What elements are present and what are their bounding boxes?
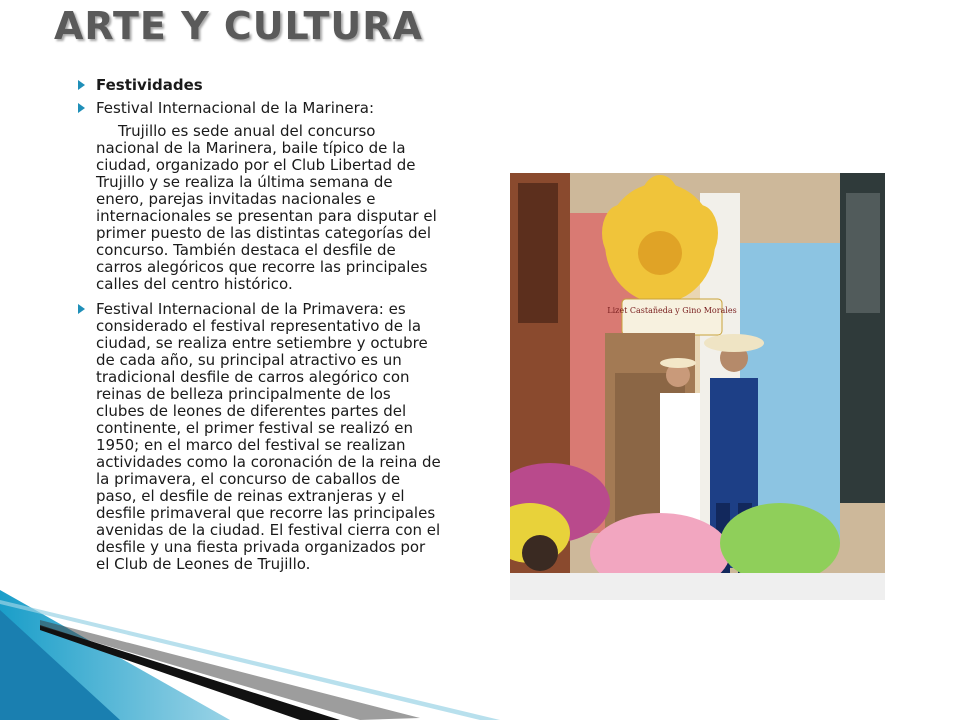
photo-banner-text: Lizet Castañeda y Gino Morales — [607, 306, 737, 315]
slide-title: ARTE Y CULTURA — [54, 4, 423, 48]
decorative-swoosh — [0, 590, 960, 720]
bullet-label: Festival Internacional de la Marinera: — [96, 99, 375, 117]
bullet-arrow-icon — [78, 304, 85, 314]
slide-content — [78, 77, 442, 579]
bullet-item-festividades — [78, 77, 442, 94]
bullet-label: Festividades — [96, 76, 203, 94]
bullet-arrow-icon — [78, 80, 85, 90]
bullet-label: Festival Internacional de la Primavera: es considerado el festival representativo de la ciudad, se realiza entre setiembre y octubre de cada año, su principal atractivo es un tradicional desfile de carros alegórico con reinas de belleza principalmente de los clubes de leones de diferentes partes del continente, el primer festival se realizó en 1950; en el marco del festival se realizan actividades como la coronación de la reina de la primavera, el concurso de caballos de paso, el desfile de reinas extranjeras y el desfile primaveral que recorre las principales avenidas de la ciudad. El festival cierra con el desfile y una fiesta privada organizados por el Club de Leones de Trujillo. — [96, 300, 441, 573]
festival-photo — [510, 173, 885, 600]
bullet-arrow-icon — [78, 103, 85, 113]
marinera-description: Trujillo es sede anual del concurso nacional de la Marinera, baile típico de la ciudad, organizado por el Club Libertad de Trujillo y se realiza la última semana de enero, parejas invitadas nacionales e internacionales se presentan para disputar el primer puesto de las distintas categorías del concurso. También destaca el desfile de carros alegóricos que recorre las principales calles del centro histórico. — [96, 122, 437, 293]
bullet-item-marinera — [78, 100, 442, 117]
bullet-item-primavera — [78, 301, 442, 573]
